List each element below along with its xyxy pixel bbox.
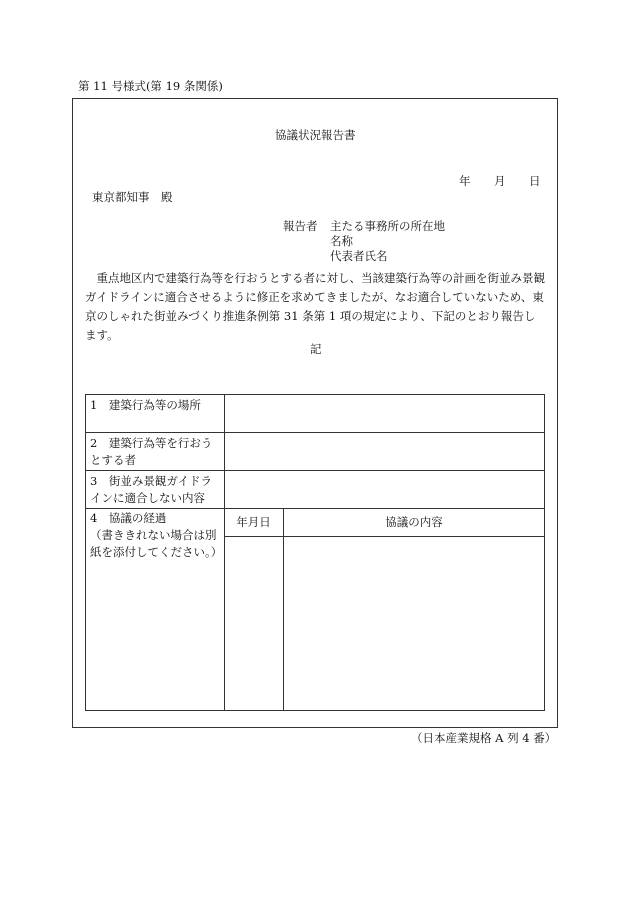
representative-label: 代表者氏名 [330,249,388,263]
date-day-label: 日 [529,174,541,188]
table-col-content-header: 協議の内容 [385,515,443,529]
reporter-label: 報告者 [283,219,318,233]
table-col-date-header: 年月日 [236,515,271,529]
table-row-divider [86,508,544,509]
document-title: 協議状況報告書 [275,128,356,142]
table-subheader-divider [224,536,544,537]
form-number: 第 11 号様式(第 19 条関係) [78,79,223,93]
table-date-col-divider [283,508,284,710]
table-col-divider [224,395,225,710]
addressee: 東京都知事 殿 [92,190,173,204]
date-month-label: 月 [494,174,506,188]
table-row-divider [86,470,544,471]
table-row-noncompliance: 3 街並み景観ガイドラインに適合しない内容 [90,474,212,505]
office-address-label: 主たる事務所の所在地 [330,219,445,233]
report-body-text: 重点地区内で建築行為等を行おうとする者に対し、当該建築行為等の計画を街並み景観ガイドラインに適合させるように修正を求めてきましたが、なお適合していないため、東京のしゃれた街並みづくり推進条例第 31 条第 1 項の規定により、下記のとおり報告します。 [85,271,545,342]
table-row-location: 1 建築行為等の場所 [90,398,201,412]
report-table [85,394,545,711]
footer-note: （日本産業規格 A 列 4 番） [411,731,557,745]
table-row-consultation: 4 協議の経過 [90,511,167,525]
table-row-divider [86,432,544,433]
date-year-label: 年 [459,174,471,188]
ki-label: 記 [310,342,322,356]
table-row-actor: 2 建築行為等を行おうとする者 [90,436,213,467]
table-row-consultation-note: （書ききれない場合は別紙を添付してください。） [90,528,223,559]
name-label: 名称 [330,234,353,248]
